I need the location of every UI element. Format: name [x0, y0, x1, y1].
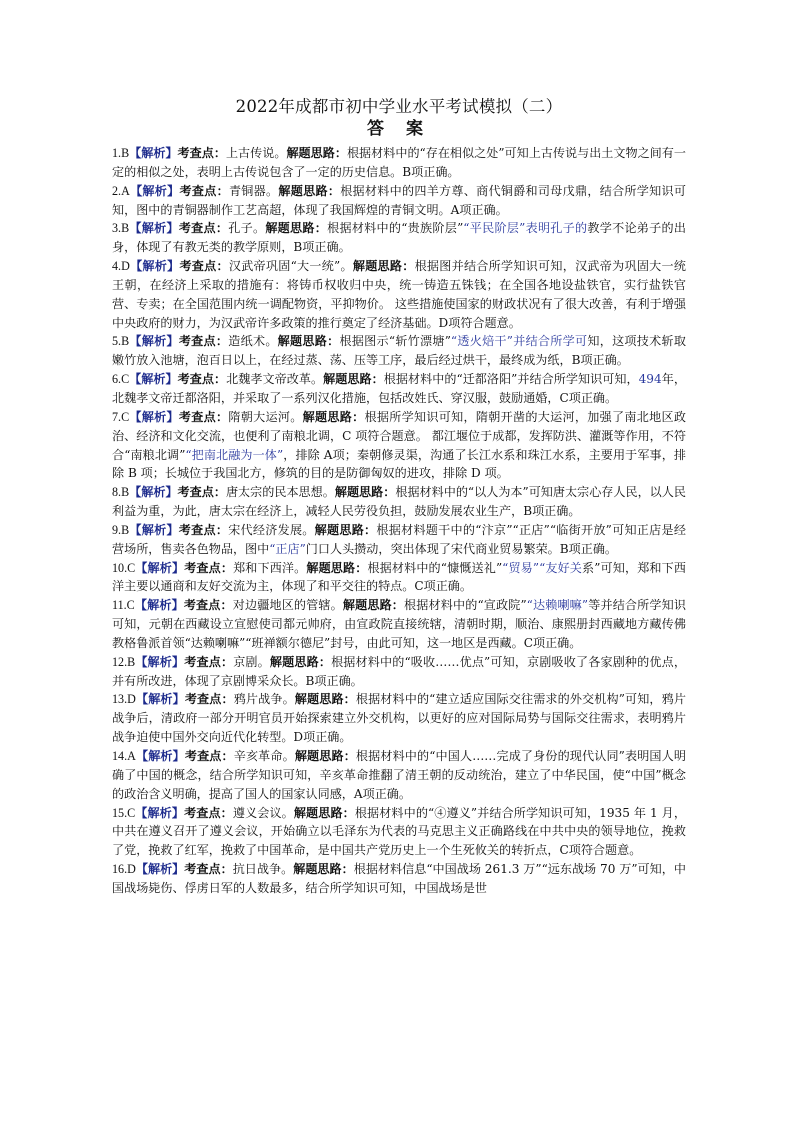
answer-item — [112, 596, 686, 653]
analysis-tag: 【解析】 — [129, 146, 178, 160]
solution-text: 根据所学知识可知，隋朝开凿的大运河，加强了南北地区政治、经济和文化交流，也便利了南粮北调，C 项符合题意。 都江堰位于成都，发挥防洪、灌溉等作用，不符合“南粮北调” — [112, 409, 686, 462]
answer-item — [112, 804, 686, 861]
key-point-text: 造纸术。 — [228, 334, 278, 349]
solution-label: 解题思路： — [293, 862, 354, 877]
answer-item — [112, 860, 686, 898]
key-point-label: 考查点： — [179, 183, 229, 198]
key-point-text: 宋代经济发展。 — [228, 522, 315, 537]
solution-text-continued: 等并结合所学知识可知，元朝在西藏设立宣慰使司都元帅府，由宣政院直接统辖，清朝时期，顺治、康熙册封西藏地方藏传佛教格鲁派首领“达赖喇嘛”“班禅额尔德尼”封号，由此可知，这一地区是西藏。C项正确。 — [112, 598, 686, 650]
answer-item — [112, 257, 686, 332]
answer-number: 15.C — [112, 805, 136, 820]
analysis-tag: 【解析】 — [129, 409, 179, 424]
key-point-label: 考查点： — [178, 409, 229, 424]
highlighted-text: “达赖喇嘛” — [526, 598, 589, 613]
key-point-text: 郑和下西洋。 — [233, 560, 307, 575]
answer-number: 9.B — [112, 522, 130, 537]
key-point-text: 孔子。 — [228, 221, 266, 236]
solution-text: 根据材料中的“慷慨送礼” — [367, 560, 503, 575]
key-point-label: 考查点： — [184, 654, 234, 669]
solution-text: 根据材料中的“以人为本”可知唐太宗心存人民，以人民利益为重，为此，唐太宗在经济上，减轻人民劳役负担，鼓励发展农业生产，B项正确。 — [112, 485, 686, 519]
solution-text: 根据材料题干中的“汴京”“正店”“临街开放”可知正店是经营场所，售卖各色物品，图中 — [112, 522, 686, 556]
solution-label: 解题思路： — [278, 183, 341, 198]
solution-label: 解题思路： — [265, 221, 328, 236]
key-point-label: 考查点： — [177, 146, 226, 160]
key-point-text: 汉武帝巩固“大一统”。 — [228, 259, 353, 274]
analysis-tag: 【解析】 — [135, 560, 185, 575]
answer-list — [112, 144, 686, 898]
key-point-label: 考查点： — [184, 862, 233, 877]
answer-number: 14.A — [112, 749, 136, 763]
solution-label: 解题思路： — [293, 805, 355, 820]
analysis-tag: 【解析】 — [135, 654, 185, 669]
analysis-tag: 【解析】 — [129, 221, 179, 236]
solution-text: 根据材料中的“④遵义”并结合所学知识可知，1935 年 1 月， 中共在遵义召开了遵义会议，开始确立以毛泽东为代表的马克思主义正确路线在中共中央的领导地位，挽救了党，挽救了红军，挽救了中国革命，是中国共产党历史上一个生死攸关的转折点，C项符合题意。 — [112, 805, 686, 858]
analysis-tag: 【解析】 — [129, 522, 179, 537]
answer-item — [112, 653, 686, 691]
key-point-label: 考查点： — [184, 560, 234, 575]
highlighted-text: 494 — [638, 372, 662, 387]
solution-label: 解题思路： — [294, 749, 356, 763]
solution-text: 根据材料中的“吸收……优点”可知，京剧吸收了各家剧种的优点，并有所改进，体现了京剧博采众长。B项正确。 — [112, 654, 686, 688]
answer-number: 10.C — [112, 560, 136, 575]
answer-number: 5.B — [112, 334, 130, 349]
analysis-tag: 【解析】 — [129, 183, 180, 198]
key-point-text: 遵义会议。 — [232, 805, 294, 820]
analysis-tag: 【解析】 — [135, 692, 185, 707]
key-point-text: 鸦片战争。 — [233, 692, 295, 707]
highlighted-text: “正店” — [269, 541, 306, 556]
analysis-tag: 【解析】 — [129, 372, 178, 387]
page-title: 2022年成都市初中学业水平考试模拟（二） — [235, 97, 563, 116]
solution-label: 解题思路： — [323, 372, 384, 387]
key-point-text: 唐太宗的民本思想。 — [225, 485, 335, 500]
key-point-text: 上古传说。 — [225, 146, 287, 160]
answer-item — [112, 219, 686, 257]
answer-number: 11.C — [112, 598, 135, 613]
solution-label: 解题思路： — [294, 692, 356, 707]
highlighted-text: “平民阶层”表明孔子的 — [463, 221, 588, 236]
answer-item — [112, 182, 686, 220]
solution-text-continued: 年，北魏孝文帝迁都洛阳，并采取了一系列汉化措施，包括改姓氏、穿汉服，鼓励通婚，C项正确。 — [112, 372, 686, 405]
answer-item — [112, 747, 686, 804]
highlighted-text: “把南北融为一体” — [185, 447, 284, 462]
key-point-text: 京剧。 — [233, 654, 270, 669]
answer-item — [112, 521, 686, 559]
solution-text: 根据材料中的“贵族阶层” — [327, 221, 464, 236]
analysis-tag: 【解析】 — [129, 485, 178, 500]
answer-item — [112, 332, 686, 370]
page-subtitle: 答 案 — [367, 119, 431, 139]
key-point-label: 考查点： — [183, 598, 233, 613]
solution-text-continued: 系”可知，郑和下西洋主要以通商和友好交流为主，体现了和平交往的特点。C项正确。 — [112, 560, 686, 594]
key-point-label: 考查点： — [178, 221, 229, 236]
answer-item — [112, 408, 686, 483]
answer-item — [112, 144, 686, 182]
solution-text: 根据材料中的“中国人……完成了身份的现代认同”表明国人明确了中国的概念，结合所学知识可知，辛亥革命推翻了清王朝的反动统治，建立了中华民国，使“中国”概念的政治含义明确，提高了国人的国家认同感，A项正确。 — [112, 749, 686, 801]
solution-text: 根据图示“斩竹漂塘” — [339, 334, 451, 349]
highlighted-text: “透火焙干”并结合所学可 — [450, 334, 588, 349]
highlighted-text: “贸易”“友好关 — [502, 560, 583, 575]
analysis-tag: 【解析】 — [135, 749, 185, 763]
solution-text: 根据材料信息“中国战场 261.3 万”“远东战场 70 万”可知，中国战场毙伤、俘虏日军的人数最多，结合所学知识可知，中国战场是世 — [112, 862, 686, 895]
analysis-tag: 【解析】 — [129, 259, 180, 274]
answer-number: 3.B — [112, 221, 130, 236]
solution-text: 根据材料中的“迁都洛阳”并结合所学知识可知， — [383, 372, 639, 387]
solution-text: 根据材料中的四羊方尊、商代铜爵和司母戊鼎，结合所学知识可知，图中的青铜器制作工艺高超，体现了我国辉煌的青铜文明。A项正确。 — [112, 183, 686, 217]
answer-number: 4.D — [112, 259, 130, 274]
answer-number: 16.D — [112, 862, 136, 877]
key-point-label: 考查点： — [184, 692, 234, 707]
key-point-text: 隋朝大运河。 — [228, 409, 303, 424]
key-point-text: 北魏孝文帝改革。 — [226, 372, 324, 387]
answer-number: 7.C — [112, 409, 130, 424]
key-point-label: 考查点： — [177, 485, 226, 500]
analysis-tag: 【解析】 — [135, 862, 185, 877]
key-point-text: 辛亥革命。 — [233, 749, 295, 763]
answer-item — [112, 559, 686, 597]
analysis-tag: 【解析】 — [129, 334, 179, 349]
key-point-label: 考查点： — [178, 522, 229, 537]
solution-text: 根据材料中的“宣政院” — [404, 598, 527, 613]
solution-text-continued: ，排除 A项；秦朝修灵渠，沟通了长江水系和珠江水系，主要用于军事，排除 B 项；长城位于我国北方，修筑的目的是防御匈奴的进攻，排除 D 项。 — [112, 447, 686, 481]
analysis-tag: 【解析】 — [135, 805, 185, 820]
answer-number: 13.D — [112, 692, 136, 707]
solution-text-continued: 知，这项技术斩取嫩竹放入池塘，泡百日以上，在经过蒸、荡、压等工序，最后经过烘干，最终成为纸，B项正确。 — [112, 334, 686, 368]
solution-text: 根据材料中的“建立适应国际交往需求的外交机构”可知，鸦片战争后，清政府一部分开明官员开始探索建立外交机构，以更好的应对国际局势与国际交往需求，表明鸦片战争迫使中国外交向近代化转型。D项正确。 — [112, 692, 686, 745]
solution-label: 解题思路： — [306, 560, 368, 575]
key-point-text: 对边疆地区的管辖。 — [232, 598, 343, 613]
solution-label: 解题思路： — [302, 409, 365, 424]
answer-number: 12.B — [112, 654, 136, 669]
solution-label: 解题思路： — [334, 485, 396, 500]
key-point-label: 考查点： — [179, 259, 229, 274]
answer-item — [112, 690, 686, 747]
solution-text-continued: 门口人头攒动，突出体现了宋代商业贸易繁荣。B项正确。 — [305, 541, 618, 556]
solution-label: 解题思路： — [286, 146, 347, 160]
solution-label: 解题思路： — [314, 522, 377, 537]
answer-item — [112, 483, 686, 521]
solution-label: 解题思路： — [277, 334, 340, 349]
analysis-tag: 【解析】 — [134, 598, 184, 613]
solution-text: 根据材料中的“存在相似之处”可知上古传说与出土文物之间有一定的相似之处，表明上古传说包含了一定的历史信息。B项正确。 — [112, 146, 686, 179]
key-point-text: 抗日战争。 — [232, 862, 294, 877]
answer-item — [112, 370, 686, 408]
key-point-label: 考查点： — [184, 805, 233, 820]
answer-number: 2.A — [112, 183, 130, 198]
answer-page — [112, 96, 686, 898]
key-point-label: 考查点： — [177, 372, 227, 387]
solution-label: 解题思路： — [269, 654, 332, 669]
solution-label: 解题思路： — [342, 598, 405, 613]
solution-text-continued: 教学不论弟子的出身，体现了有教无类的教学原则，B项正确。 — [112, 221, 686, 255]
solution-label: 解题思路： — [352, 259, 415, 274]
key-point-label: 考查点： — [178, 334, 229, 349]
answer-number: 1.B — [112, 146, 130, 160]
key-point-label: 考查点： — [184, 749, 234, 763]
key-point-text: 青铜器。 — [228, 183, 279, 198]
answer-number: 8.B — [112, 485, 130, 500]
solution-text: 根据图并结合所学知识可知，汉武帝为巩固大一统王朝，在经济上采取的措施有：将铸币权收归中央，统一铸造五铢钱；在全国各地设盐铁官，实行盐铁官营、专卖；在全国范围内统一调配物资，平抑物价。 这些措施使国家的财政状况有了很大改善，有利于增强中央政府的财力，为汉武帝许多政策的推行奠定了经济基础。D项符合题意。 — [112, 259, 686, 330]
answer-number: 6.C — [112, 372, 130, 387]
